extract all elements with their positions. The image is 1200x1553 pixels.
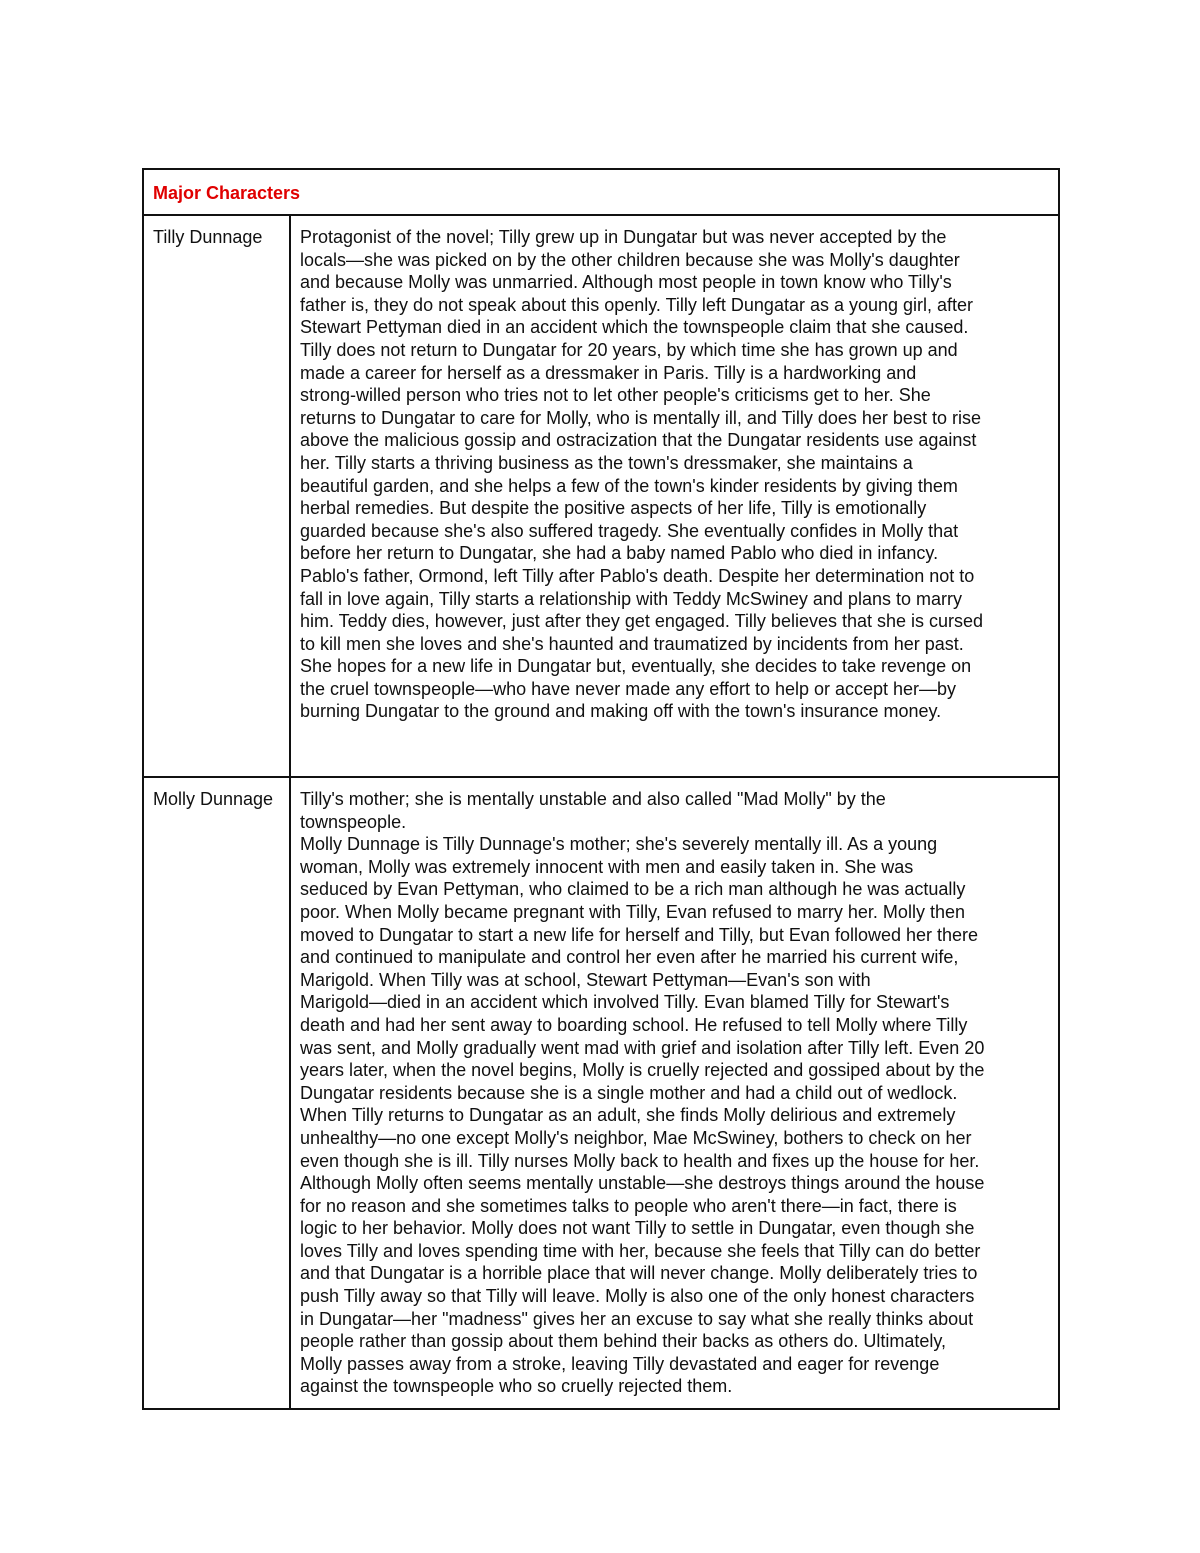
- description-line: guarded because she's also suffered tragedy. She eventually confides in Molly that: [300, 520, 959, 541]
- major-characters-table: [142, 168, 1060, 1410]
- description-line: years later, when the novel begins, Molly is cruelly rejected and gossiped about by the: [300, 1060, 985, 1081]
- description-line: death and had her sent away to boarding school. He refused to tell Molly where Tilly: [300, 1014, 968, 1035]
- description-line: Marigold—died in an accident which involved Tilly. Evan blamed Tilly for Stewart's: [300, 992, 950, 1013]
- description-line: woman, Molly was extremely innocent with men and easily taken in. She was: [300, 856, 914, 877]
- description-line: people rather than gossip about them behind their backs as others do. Ultimately,: [300, 1331, 947, 1352]
- table-header-row: [143, 169, 1059, 215]
- description-line: seduced by Evan Pettyman, who claimed to be a rich man although he was actually: [300, 879, 966, 900]
- description-line: She hopes for a new life in Dungatar but, eventually, she decides to take revenge on: [300, 656, 972, 677]
- description-line: the cruel townspeople—who have never made any effort to help or accept her—by: [300, 678, 957, 699]
- description-line: Although Molly often seems mentally unstable—she destroys things around the house: [300, 1173, 985, 1194]
- description-line: and because Molly was unmarried. Although most people in town know who Tilly's: [300, 272, 952, 293]
- table-title: Major Characters: [153, 183, 301, 203]
- table-row: [143, 215, 1059, 777]
- description-line: poor. When Molly became pregnant with Tilly, Evan refused to marry her. Molly then: [300, 901, 965, 922]
- description-line: loves Tilly and loves spending time with her, because she feels that Tilly can do better: [300, 1240, 981, 1261]
- character-description-cell: [290, 215, 1059, 777]
- description-line: for no reason and she sometimes talks to people who aren't there—in fact, there is: [300, 1195, 957, 1216]
- description-line: Stewart Pettyman died in an accident which the townspeople claim that she caused.: [300, 317, 969, 338]
- character-description-cell: [290, 777, 1059, 1409]
- character-name: Tilly Dunnage: [153, 227, 263, 247]
- description-line: above the malicious gossip and ostracization that the Dungatar residents use against: [300, 430, 977, 451]
- description-line: in Dungatar—her "madness" gives her an excuse to say what she really thinks about: [300, 1308, 974, 1329]
- character-description: [300, 226, 1048, 723]
- description-line: Molly Dunnage is Tilly Dunnage's mother; she's severely mentally ill. As a young: [300, 834, 938, 855]
- description-line: was sent, and Molly gradually went mad with grief and isolation after Tilly left. Even 20: [300, 1037, 985, 1058]
- description-line: Tilly's mother; she is mentally unstable and also called "Mad Molly" by the: [300, 789, 886, 809]
- description-line: returns to Dungatar to care for Molly, who is mentally ill, and Tilly does her best to rise: [300, 407, 981, 428]
- description-line: locals—she was picked on by the other children because she was Molly's daughter: [300, 249, 960, 270]
- description-line: strong-willed person who tries not to let other people's criticisms get to her. She: [300, 385, 931, 406]
- description-line: against the townspeople who so cruelly rejected them.: [300, 1376, 733, 1397]
- character-name: Molly Dunnage: [153, 789, 274, 809]
- description-line: Tilly does not return to Dungatar for 20 years, by which time she has grown up and: [300, 339, 958, 360]
- description-line: to kill men she loves and she's haunted and traumatized by incidents from her past.: [300, 633, 964, 654]
- description-line: made a career for herself as a dressmaker in Paris. Tilly is a hardworking and: [300, 362, 917, 383]
- table-row: [143, 777, 1059, 1409]
- description-line: and that Dungatar is a horrible place that will never change. Molly deliberately tries to: [300, 1263, 978, 1284]
- description-line: townspeople.: [300, 811, 407, 832]
- description-line: moved to Dungatar to start a new life for herself and Tilly, but Evan followed her there: [300, 924, 979, 945]
- description-line: burning Dungatar to the ground and making off with the town's insurance money.: [300, 701, 942, 722]
- description-line: Molly passes away from a stroke, leaving Tilly devastated and eager for revenge: [300, 1353, 940, 1374]
- description-line: father is, they do not speak about this openly. Tilly left Dungatar as a young girl, after: [300, 294, 974, 315]
- description-line: Dungatar residents because she is a single mother and had a child out of wedlock.: [300, 1082, 958, 1103]
- description-line: beautiful garden, and she helps a few of the town's kinder residents by giving them: [300, 475, 958, 496]
- character-name-cell: [143, 777, 290, 1409]
- description-line: When Tilly returns to Dungatar as an adult, she finds Molly delirious and extremely: [300, 1105, 956, 1126]
- description-line: unhealthy—no one except Molly's neighbor, Mae McSwiney, bothers to check on her: [300, 1127, 972, 1148]
- description-line: herbal remedies. But despite the positive aspects of her life, Tilly is emotionally: [300, 498, 927, 519]
- description-line: fall in love again, Tilly starts a relationship with Teddy McSwiney and plans to marry: [300, 588, 962, 609]
- description-line: logic to her behavior. Molly does not want Tilly to settle in Dungatar, even though she: [300, 1218, 975, 1239]
- character-description: [300, 788, 1048, 1398]
- description-line: Pablo's father, Ormond, left Tilly after Pablo's death. Despite her determination not to: [300, 565, 975, 586]
- description-line: her. Tilly starts a thriving business as the town's dressmaker, she maintains a: [300, 452, 913, 473]
- description-line: before her return to Dungatar, she had a baby named Pablo who died in infancy.: [300, 543, 939, 564]
- description-line: him. Teddy dies, however, just after they get engaged. Tilly believes that she is cursed: [300, 611, 984, 632]
- character-name-cell: [143, 215, 290, 777]
- description-line: even though she is ill. Tilly nurses Molly back to health and fixes up the house for her.: [300, 1150, 980, 1171]
- table-header-cell: [143, 169, 1059, 215]
- description-line: push Tilly away so that Tilly will leave. Molly is also one of the only honest characters: [300, 1286, 975, 1307]
- description-line: Protagonist of the novel; Tilly grew up in Dungatar but was never accepted by the: [300, 227, 947, 247]
- description-line: Marigold. When Tilly was at school, Stewart Pettyman—Evan's son with: [300, 969, 871, 990]
- description-line: and continued to manipulate and control her even after he married his current wife,: [300, 947, 959, 968]
